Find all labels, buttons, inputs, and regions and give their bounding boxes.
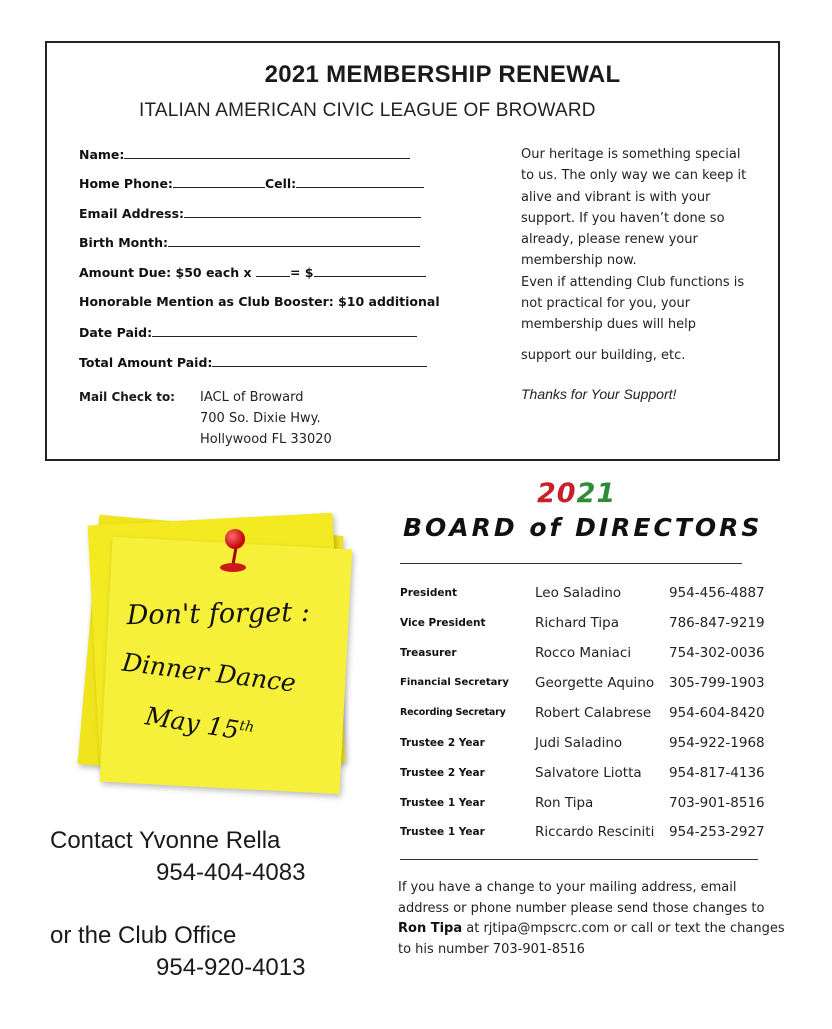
board-member-name: Salvatore Liotta xyxy=(535,765,642,781)
event-date-text: May 15 xyxy=(143,701,242,745)
year-digit: 2 xyxy=(537,478,557,509)
message-line: alive and vibrant is with your xyxy=(521,189,711,205)
board-role: Vice President xyxy=(400,617,486,629)
address-line: 700 So. Dixie Hwy. xyxy=(200,411,321,426)
pushpin-icon xyxy=(225,529,245,549)
total-paid-blank xyxy=(212,354,427,367)
board-row xyxy=(400,585,780,607)
board-role: Trustee 2 Year xyxy=(400,767,485,779)
note-text-before: If you have a change to your mailing address, email address or phone number please send those changes to xyxy=(398,880,765,916)
reminder-heading: Don't forget : xyxy=(126,596,311,632)
total-paid-field xyxy=(79,354,427,370)
sticky-note xyxy=(78,515,348,805)
board-member-phone: 954-922-1968 xyxy=(669,735,765,751)
thanks-message: Thanks for Your Support! xyxy=(521,386,677,402)
board-member-name: Judi Saladino xyxy=(535,735,623,751)
email-label: Email Address: xyxy=(79,206,185,221)
date-paid-label: Date Paid: xyxy=(79,325,153,340)
birth-month-field xyxy=(79,234,420,250)
name-blank xyxy=(124,146,410,159)
name-label: Name: xyxy=(79,147,125,162)
address-line: IACL of Broward xyxy=(200,390,304,405)
board-member-name: Robert Calabrese xyxy=(535,705,652,721)
board-bottom-divider xyxy=(400,859,758,860)
board-member-phone: 954-253-2927 xyxy=(669,824,765,840)
cell-label: Cell: xyxy=(264,176,297,191)
board-member-phone: 954-456-4887 xyxy=(669,585,765,601)
birth-month-label: Birth Month: xyxy=(79,235,169,250)
message-line: Even if attending Club functions is xyxy=(521,274,745,290)
board-member-phone: 954-604-8420 xyxy=(669,705,765,721)
club-office-label: or the Club Office xyxy=(50,922,237,949)
amount-equals: = $ xyxy=(289,265,314,280)
message-line: already, please renew your xyxy=(521,232,698,248)
board-member-phone: 786-847-9219 xyxy=(669,615,765,631)
membership-message xyxy=(521,144,771,366)
club-office-phone: 954-920-4013 xyxy=(156,954,306,981)
board-role: Trustee 1 Year xyxy=(400,826,485,838)
note-text-after: at rjtipa@mpscrc.com or call or text the changes to his number 703-901-8516 xyxy=(398,921,785,957)
board-member-name: Rocco Maniaci xyxy=(535,645,632,661)
pushpin-icon-base xyxy=(220,563,246,572)
board-role: Financial Secretary xyxy=(400,677,509,688)
date-paid-blank xyxy=(152,324,417,337)
home-phone-label: Home Phone: xyxy=(79,176,173,191)
board-year xyxy=(537,478,616,509)
contact-phone: 954-404-4083 xyxy=(156,859,306,886)
board-row xyxy=(400,765,780,787)
name-field xyxy=(79,146,410,162)
year-digit: 2 xyxy=(576,478,597,509)
contact-person: Contact Yvonne Rella xyxy=(50,827,281,854)
board-row xyxy=(400,675,780,697)
quantity-blank xyxy=(256,264,290,277)
honorable-mention-field: Honorable Mention as Club Booster: $10 additional xyxy=(79,294,440,309)
mailing-address xyxy=(200,387,332,450)
board-member-phone: 305-799-1903 xyxy=(669,675,765,691)
message-line: not practical for you, your xyxy=(521,296,691,312)
home-phone-blank xyxy=(173,175,265,188)
board-member-name: Ron Tipa xyxy=(535,795,594,811)
board-role: Trustee 1 Year xyxy=(400,797,485,809)
board-row xyxy=(400,705,780,727)
message-line: membership dues will help xyxy=(521,317,697,333)
board-role: President xyxy=(400,587,457,599)
address-line: Hollywood FL 33020 xyxy=(200,432,332,447)
board-top-divider xyxy=(400,563,742,564)
board-member-name: Riccardo Resciniti xyxy=(535,824,655,840)
board-title: BOARD of DIRECTORS xyxy=(403,513,763,542)
message-line: support our building, etc. xyxy=(521,347,686,363)
total-paid-label: Total Amount Paid: xyxy=(79,355,213,370)
board-role: Trustee 2 Year xyxy=(400,737,485,749)
date-paid-field xyxy=(79,324,417,340)
email-blank xyxy=(184,205,421,218)
membership-renewal-form xyxy=(45,41,780,461)
board-member-name: Georgette Aquino xyxy=(535,675,655,691)
organization-name: ITALIAN AMERICAN CIVIC LEAGUE OF BROWARD xyxy=(139,100,596,121)
sticky-note-front-sheet xyxy=(100,537,352,794)
board-row xyxy=(400,795,780,817)
year-digit: 1 xyxy=(596,478,617,509)
email-field xyxy=(79,205,421,221)
cell-blank xyxy=(296,175,424,188)
board-member-name: Richard Tipa xyxy=(535,615,619,631)
board-role: Treasurer xyxy=(400,647,457,659)
phone-field xyxy=(79,175,424,191)
amount-due-label: Amount Due: $50 each x xyxy=(79,265,252,280)
address-change-note xyxy=(398,878,790,960)
amount-due-field xyxy=(79,264,426,280)
renewal-title: 2021 MEMBERSHIP RENEWAL xyxy=(264,61,621,88)
event-date-suffix: th xyxy=(238,717,256,736)
year-digit: 0 xyxy=(556,478,577,509)
note-contact-name: Ron Tipa xyxy=(398,921,463,936)
board-row xyxy=(400,645,780,667)
amount-blank xyxy=(314,264,426,277)
board-row xyxy=(400,615,780,637)
board-member-name: Leo Saladino xyxy=(535,585,622,601)
board-member-phone: 954-817-4136 xyxy=(669,765,765,781)
board-row xyxy=(400,824,780,846)
message-line: Our heritage is something special xyxy=(521,147,741,162)
birth-month-blank xyxy=(168,234,420,247)
message-line: support. If you haven’t done so xyxy=(521,210,725,226)
message-line: membership now. xyxy=(521,253,637,269)
board-row xyxy=(400,735,780,757)
board-member-phone: 754-302-0036 xyxy=(669,645,765,661)
message-line: to us. The only way we can keep it xyxy=(521,168,747,184)
event-name: Dinner Dance xyxy=(120,647,298,698)
event-date xyxy=(143,701,255,747)
board-member-phone: 703-901-8516 xyxy=(669,795,765,811)
mail-check-label: Mail Check to: xyxy=(79,390,175,404)
board-role: Recording Secretary xyxy=(400,707,506,718)
